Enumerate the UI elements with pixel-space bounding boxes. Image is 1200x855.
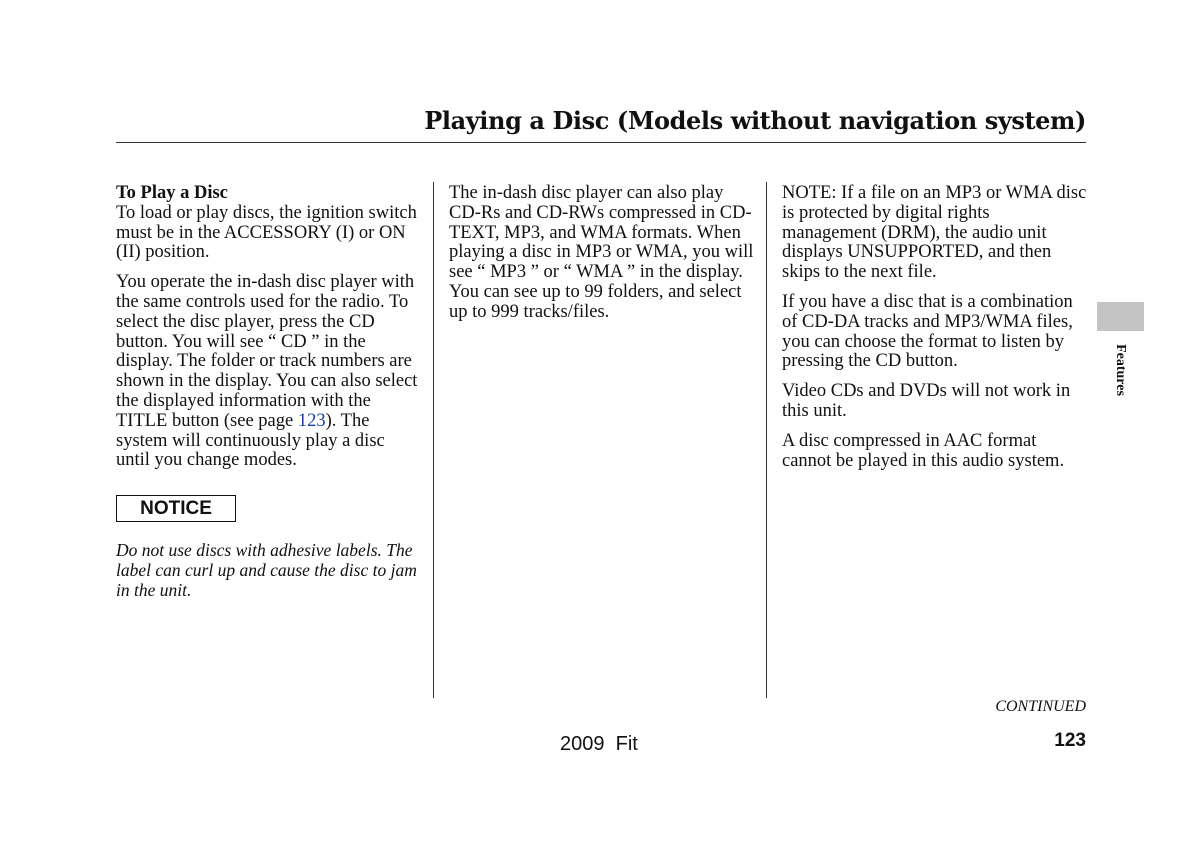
- paragraph: To load or play discs, the ignition switch must be in the ACCESSORY (I) or ON (II) position.: [116, 202, 417, 263]
- page-reference-link[interactable]: 123: [297, 410, 326, 431]
- column-2: [449, 184, 754, 333]
- page-title: Playing a Disc (Models without navigation system): [424, 106, 1086, 135]
- paragraph: A disc compressed in AAC format cannot be played in this audio system.: [782, 430, 1065, 471]
- paragraph: Video CDs and DVDs will not work in this unit.: [782, 381, 1071, 421]
- section-intro: [116, 184, 421, 263]
- notice-text: Do not use discs with adhesive labels. The label can curl up and cause the disc to jam in the unit.: [116, 540, 417, 600]
- paragraph-text: ). The system will continuously play a disc until you change modes.: [116, 410, 385, 471]
- column-3: [782, 184, 1087, 481]
- paragraph: [116, 273, 421, 471]
- paragraph-text: You operate the in-dash disc player with the same controls used for the radio. To select the disc player, press the CD button. You will see “ CD ” in the display. The folder or track numbers are shown in the display. You can also select the displayed information with the TITLE button (see page: [116, 272, 418, 431]
- section-heading: To Play a Disc: [116, 183, 228, 203]
- title-divider: [116, 142, 1086, 143]
- paragraph: If you have a disc that is a combination of CD-DA tracks and MP3/WMA files, you can choose the format to listen by pressing the CD button.: [782, 291, 1073, 372]
- section-tab-label: Features: [1113, 344, 1128, 396]
- page-number: 123: [1054, 730, 1086, 751]
- continued-label: CONTINUED: [995, 698, 1086, 715]
- notice-label: NOTICE: [116, 495, 236, 522]
- column-1: [116, 184, 421, 601]
- paragraph: NOTE: If a file on an MP3 or WMA disc is protected by digital rights management (DRM), the audio unit displays UNSUPPORTED, and then skips to the next file.: [782, 183, 1087, 283]
- column-divider: [433, 182, 434, 698]
- column-divider: [766, 182, 767, 698]
- paragraph: The in-dash disc player can also play CD-Rs and CD-RWs compressed in CD-TEXT, MP3, and WMA formats. When playing a disc in MP3 or WMA, you will see “ MP3 ” or “ WMA ” in the display. You can see up to 99 folders, and select up to 999 tracks/files.: [449, 183, 754, 322]
- footer-model: 2009 Fit: [560, 733, 638, 755]
- section-tab-marker: [1097, 302, 1144, 331]
